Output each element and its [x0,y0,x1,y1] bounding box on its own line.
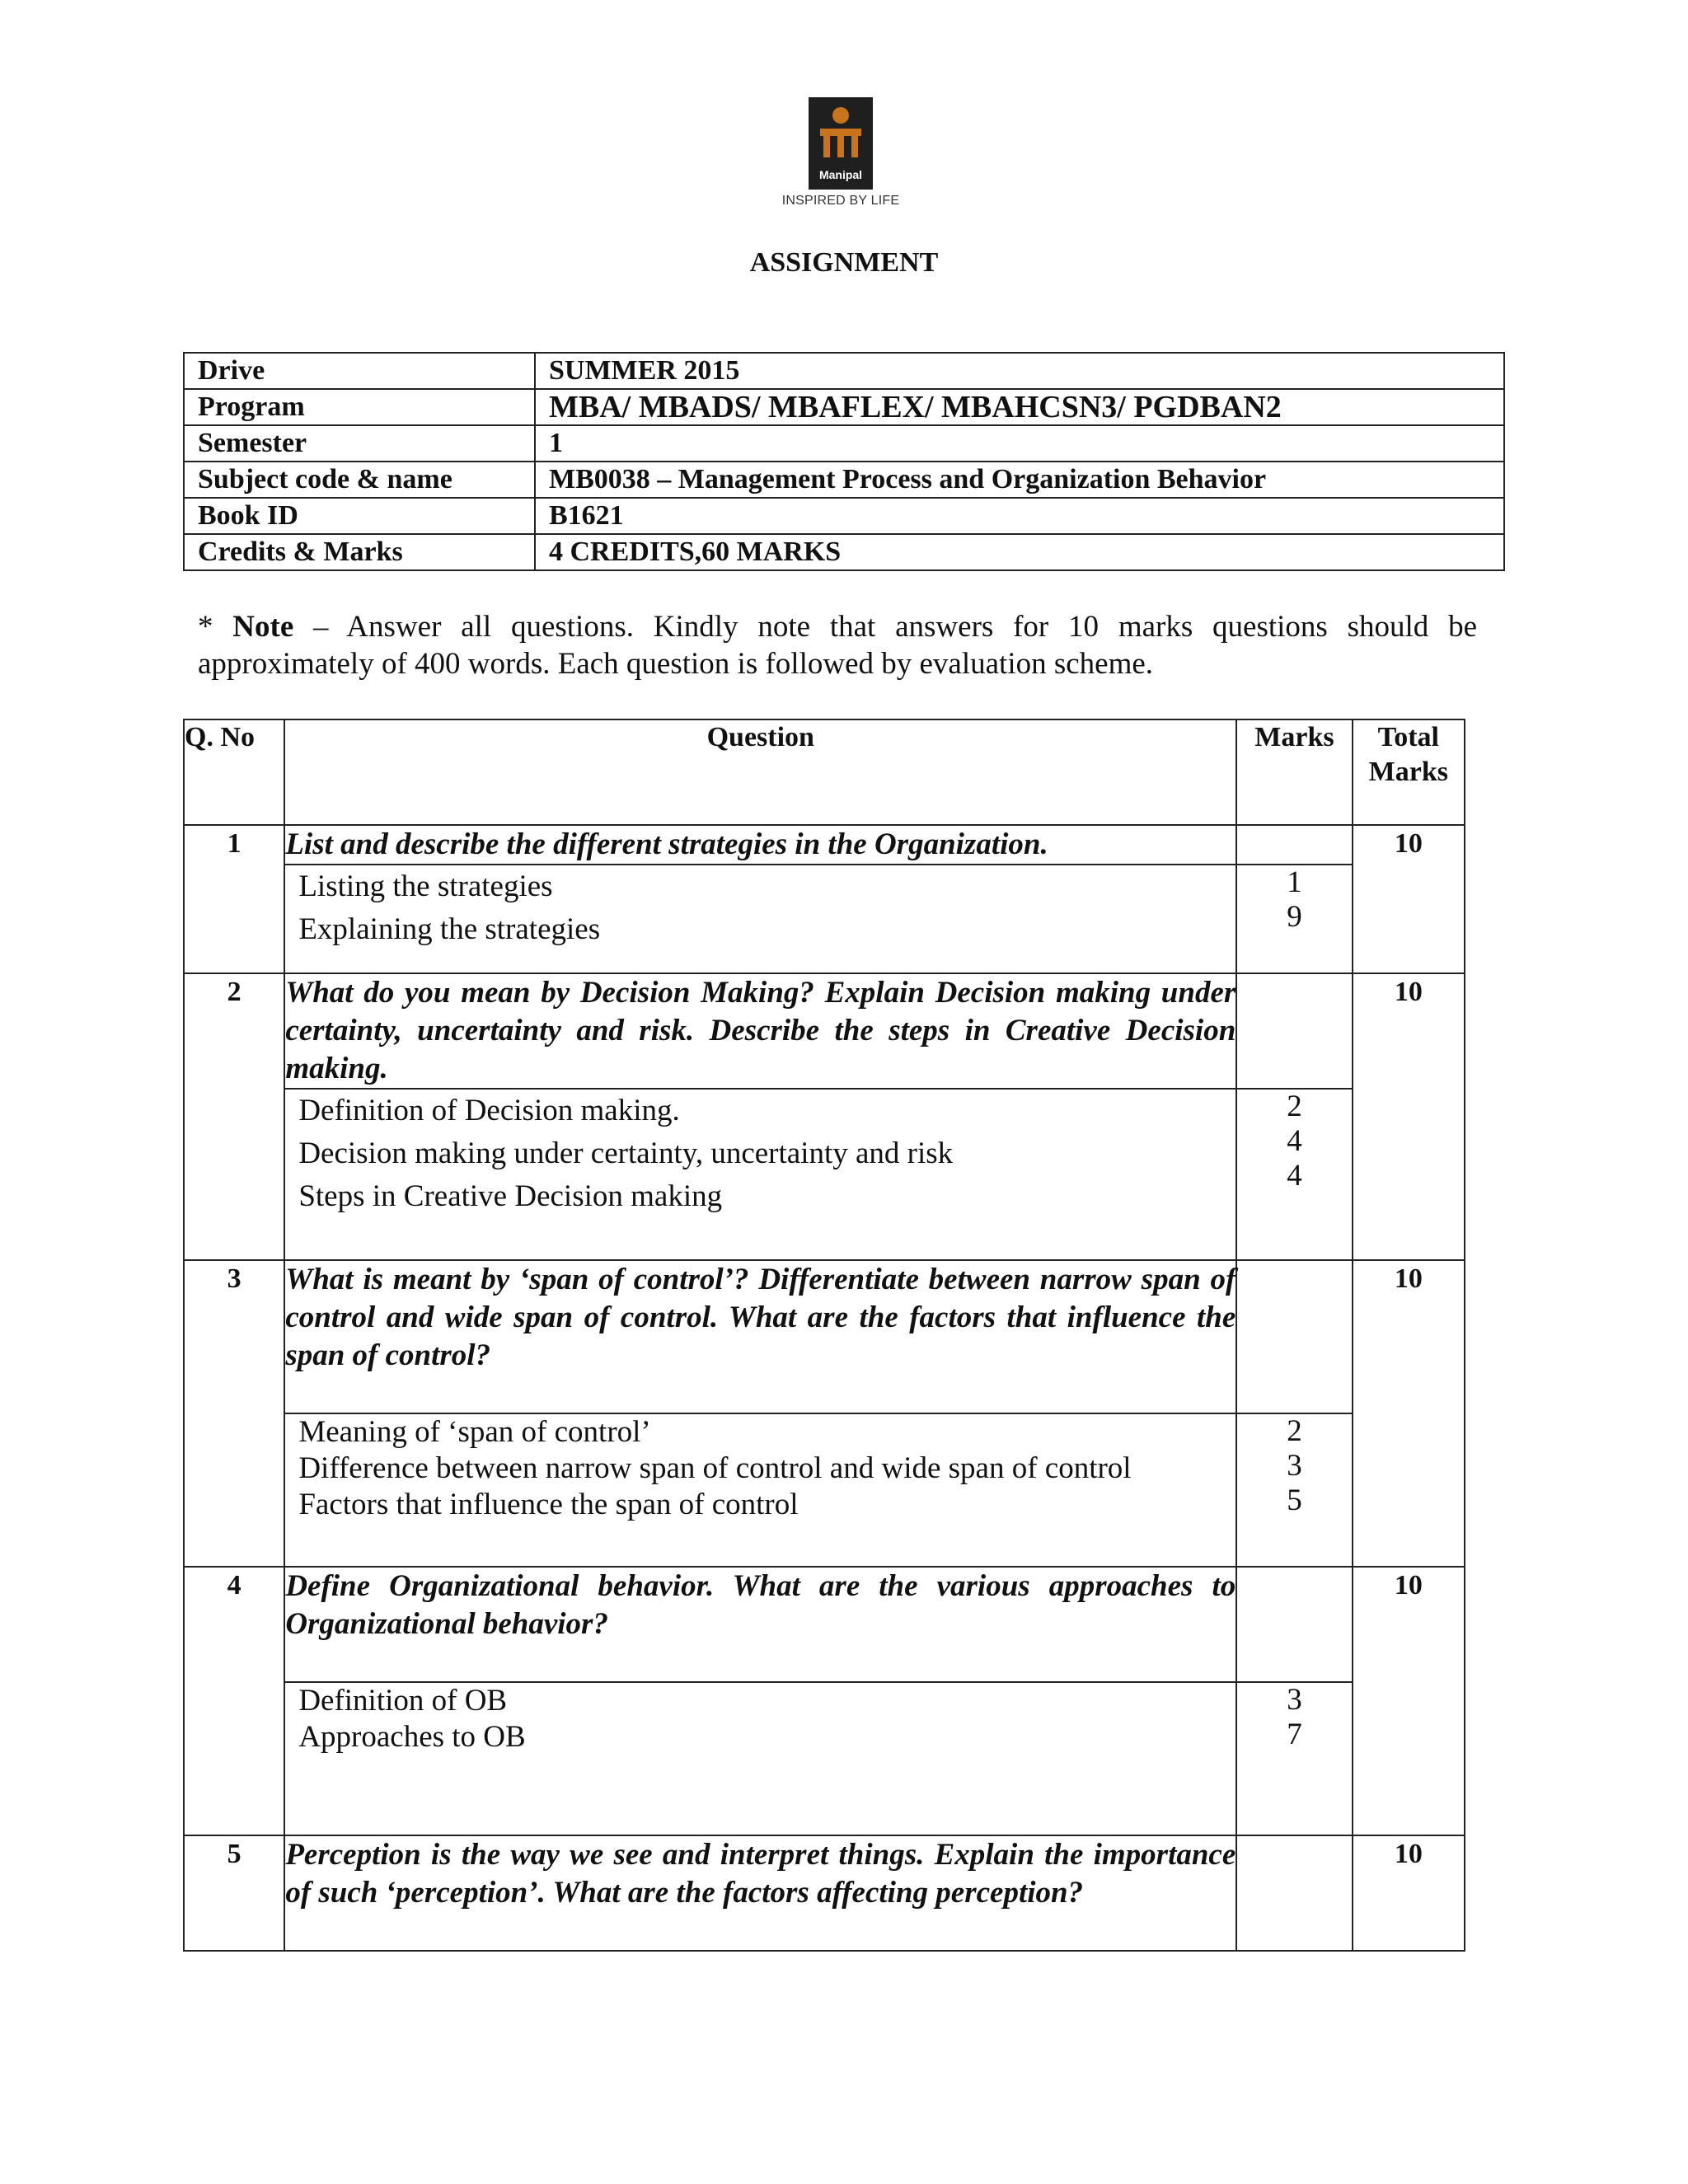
marks-item: 9 [1287,900,1302,934]
question-number: 1 [184,825,284,973]
marks-item: 3 [1287,1449,1302,1483]
scheme-item: Listing the strategies [298,869,553,903]
marks-item: 2 [1287,1414,1302,1448]
scheme-row [184,865,1465,973]
question-text: Perception is the way we see and interpret things. Explain the importance of such ‘perception’. What are the factors affecting perception? [284,1835,1236,1951]
logo-mark [809,97,873,190]
scheme-row [184,1413,1465,1567]
scheme-item: Definition of OB [298,1684,508,1718]
question-total: 10 [1353,825,1465,973]
info-row-book-id [184,498,1504,534]
info-label: Credits & Marks [184,534,535,570]
question-number: 2 [184,973,284,1260]
question-marks-cell [1236,1567,1352,1682]
scheme-item: Factors that influence the span of control [298,1488,799,1521]
scheme-item: Definition of Decision making. [298,1094,680,1127]
info-row-subject [184,462,1504,498]
question-number: 5 [184,1835,284,1951]
info-value: 1 [535,425,1504,462]
info-value: MB0038 – Management Process and Organization Behavior [535,462,1504,498]
question-total: 10 [1353,1260,1465,1567]
question-row [184,973,1465,1089]
question-total: 10 [1353,1567,1465,1835]
marks-list [1237,865,1351,935]
question-row [184,1260,1465,1413]
question-row [184,1567,1465,1682]
questions-table [183,719,1465,1952]
manipal-logo [773,97,905,213]
info-label: Drive [184,353,535,389]
question-marks-cell [1236,1835,1352,1951]
scheme-list [285,1090,1236,1218]
marks-cell [1236,1682,1352,1835]
scheme-item: Decision making under certainty, uncertainty and risk [298,1137,954,1170]
note-prefix: * [198,610,233,644]
scheme-row [184,1682,1465,1835]
info-value: MBA/ MBADS/ MBAFLEX/ MBAHCSN3/ PGDBAN2 [535,389,1504,425]
marks-item: 3 [1287,1683,1302,1717]
logo-tagline: INSPIRED BY LIFE [781,194,900,208]
marks-list [1237,1414,1351,1518]
header-q-no: Q. No [184,719,284,825]
question-number: 4 [184,1567,284,1835]
scheme-list [285,1683,1236,1755]
info-row-semester [184,425,1504,462]
scheme-item: Explaining the strategies [298,912,601,946]
marks-item: 7 [1287,1718,1302,1751]
question-marks-cell [1236,1260,1352,1413]
info-label: Book ID [184,498,535,534]
scheme-cell [284,1089,1236,1260]
marks-item: 2 [1287,1090,1302,1123]
marks-item: 4 [1287,1159,1302,1193]
info-label: Subject code & name [184,462,535,498]
marks-cell [1236,865,1352,973]
info-label: Semester [184,425,535,462]
header-marks: Marks [1236,719,1352,825]
info-row-credits [184,534,1504,570]
question-text: What is meant by ‘span of control’? Differentiate between narrow span of control and wide span of control. What are the factors that influence the span of control? [284,1260,1236,1413]
scheme-item: Difference between narrow span of control and wide span of control [298,1451,1132,1485]
info-row-drive [184,353,1504,389]
scheme-list [285,1414,1236,1523]
question-marks-cell [1236,825,1352,865]
question-marks-cell [1236,973,1352,1089]
marks-item: 4 [1287,1124,1302,1158]
scheme-list [285,865,1236,951]
manipal-emblem-icon [809,97,873,168]
marks-item: 1 [1287,865,1302,899]
scheme-cell [284,1682,1236,1835]
marks-list [1237,1090,1351,1193]
scheme-item: Meaning of ‘span of control’ [298,1415,651,1449]
assignment-info-table [183,352,1505,571]
question-text: What do you mean by Decision Making? Explain Decision making under certainty, uncertainty and risk. Describe the steps in Creative Decision making. [284,973,1236,1089]
scheme-row [184,1089,1465,1260]
question-number: 3 [184,1260,284,1567]
info-value: 4 CREDITS,60 MARKS [535,534,1504,570]
question-text: Define Organizational behavior. What are the various approaches to Organizational behavior? [284,1567,1236,1682]
instructions-note [198,608,1477,682]
marks-cell [1236,1413,1352,1567]
scheme-cell [284,1413,1236,1567]
marks-cell [1236,1089,1352,1260]
header-total-marks: Total Marks [1353,719,1465,825]
info-value: SUMMER 2015 [535,353,1504,389]
marks-item: 5 [1287,1483,1302,1517]
info-row-program [184,389,1504,425]
note-text: – Answer all questions. Kindly note that answers for 10 marks questions should be approximately of 400 words. Each question is followed by evaluation scheme. [198,610,1477,681]
marks-list [1237,1683,1351,1752]
question-row [184,1835,1465,1951]
info-value: B1621 [535,498,1504,534]
info-label: Program [184,389,535,425]
page-title: ASSIGNMENT [749,247,939,278]
question-total: 10 [1353,1835,1465,1951]
table-header-row [184,719,1465,825]
note-label: Note [232,610,294,644]
question-total: 10 [1353,973,1465,1260]
scheme-item: Approaches to OB [298,1720,526,1754]
scheme-item: Steps in Creative Decision making [298,1179,723,1213]
logo-name: Manipal [818,168,863,181]
question-text: List and describe the different strategies in the Organization. [284,825,1236,865]
scheme-cell [284,865,1236,973]
question-row [184,825,1465,865]
header-question: Question [284,719,1236,825]
